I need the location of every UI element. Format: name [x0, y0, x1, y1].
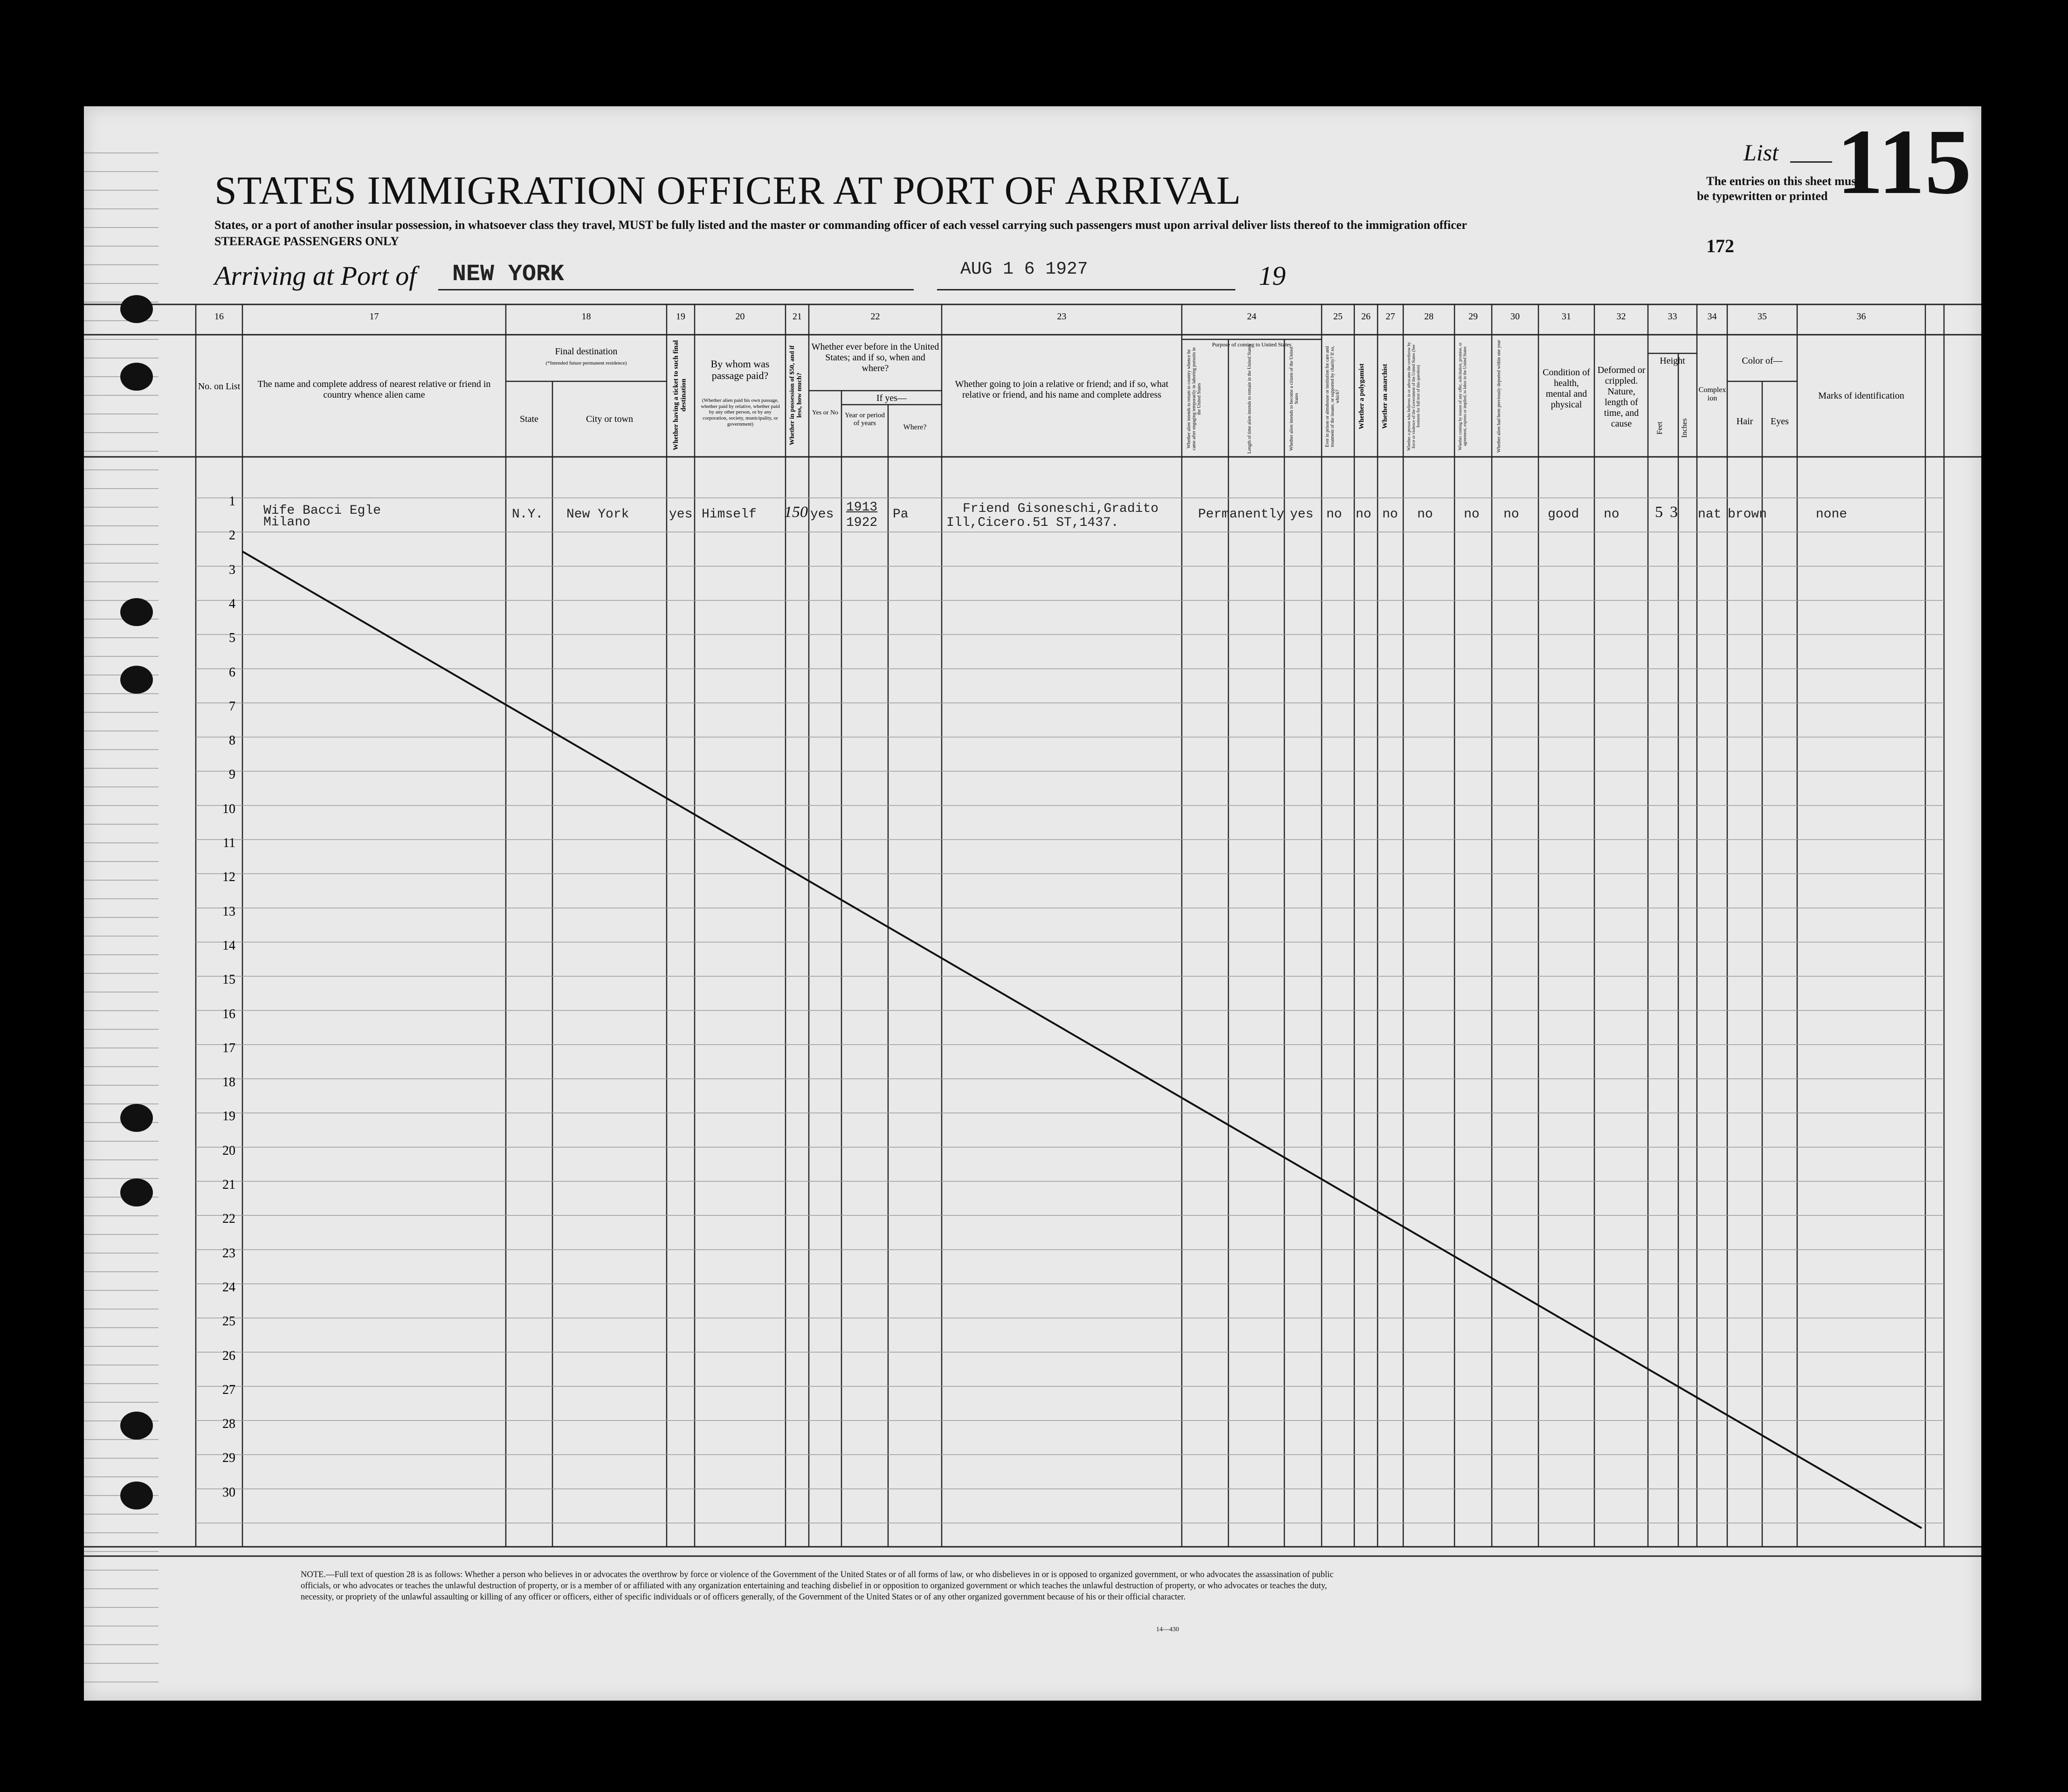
col-num-29: 29 [1468, 311, 1478, 322]
instruction-line-1: States, or a port of another insular possession, in whatsoever class they travel, MUST be fully listed and the master or commanding officer of each vessel carrying such passengers must upon arrival deliver lists thereof to the immigration officer [214, 218, 1467, 232]
header-passage-note: (Whether alien paid his own passage, whether paid by relative, whether paid by any other person, or by any corporation, society, municipality, or government) [701, 398, 780, 427]
punch-hole [120, 1482, 153, 1509]
entry-deported: no [1503, 507, 1519, 522]
form-grid [84, 106, 1981, 1701]
header-length-of-stay: Length of time alien intends to remain in the United States [1247, 344, 1252, 454]
col-num-26: 26 [1361, 311, 1371, 322]
col-num-19: 19 [676, 311, 685, 322]
row-number: 17 [222, 1041, 235, 1055]
header-color-of: Color of— [1742, 356, 1783, 366]
col-num-20: 20 [735, 311, 745, 322]
row-number: 4 [229, 596, 235, 611]
year-prefix: 19 [1259, 261, 1286, 291]
col-num-32: 32 [1616, 311, 1626, 322]
row-number: 18 [222, 1075, 235, 1090]
header-fifty-dollars: Whether in possession of $50, and if less, how much? [789, 345, 803, 446]
entry-labor-offer: no [1464, 507, 1480, 522]
header-if-yes: If yes— [876, 393, 907, 403]
entry-inches: 3 [1670, 503, 1678, 521]
header-state: State [520, 414, 538, 424]
entry-polygamist: no [1356, 507, 1372, 522]
row-number: 21 [222, 1178, 235, 1192]
form-number: 14—430 [1156, 1626, 1179, 1633]
col-num-28: 28 [1424, 311, 1434, 322]
header-deported: Whether alien had been previously deported within one year [1496, 340, 1502, 453]
header-ticket: Whether having a ticket to such final destination [672, 340, 688, 451]
col-num-34: 34 [1707, 311, 1717, 322]
header-nearest-relative: The name and complete address of nearest relative or friend in country whence alien came [257, 379, 491, 400]
row-number: 14 [222, 938, 235, 953]
entry-feet: 5 [1655, 503, 1663, 521]
row-number: 26 [222, 1348, 235, 1363]
row-number: 9 [229, 767, 235, 782]
row-number: 3 [229, 562, 235, 577]
entry-deformed: no [1604, 507, 1620, 522]
row-number: 16 [222, 1006, 235, 1021]
instruction-line-2: STEERAGE PASSENGERS ONLY [214, 234, 399, 248]
row-number: 7 [229, 699, 235, 714]
row-number: 6 [229, 665, 235, 680]
entry-health: good [1548, 507, 1579, 522]
header-citizen-intent: Whether alien intends to become a citizen of the United States [1289, 347, 1299, 451]
entry-marks: none [1816, 507, 1847, 522]
manifest-sheet [84, 106, 1981, 1701]
header-hair: Hair [1736, 416, 1753, 427]
col-num-27: 27 [1386, 311, 1395, 322]
entry-city: New York [566, 507, 629, 522]
entry-length-of-stay: Permanently [1198, 507, 1284, 522]
punch-hole [120, 1179, 153, 1206]
row-number: 27 [222, 1382, 235, 1397]
entry-years-2: 1922 [846, 516, 878, 530]
entry-ticket: yes [669, 507, 693, 522]
row-number: 5 [229, 631, 235, 646]
header-where: Where? [903, 423, 927, 431]
row-number: 25 [222, 1314, 235, 1329]
header-polygamist: Whether a polygamist [1358, 363, 1365, 430]
row-number: 12 [222, 870, 235, 885]
header-feet: Feet [1656, 421, 1664, 434]
entry-joining-2: Ill,Cicero.51 ST,1437. [946, 516, 1119, 530]
port-value: NEW YORK [452, 261, 565, 288]
col-num-31: 31 [1562, 311, 1571, 322]
punch-hole [120, 363, 153, 391]
header-passage-paid: By whom was passage paid? [710, 358, 770, 382]
header-final-destination-note: (*Intended future permanent residence) [545, 360, 627, 366]
entry-relative: Wife Bacci Egle [263, 503, 381, 518]
row-number: 29 [222, 1451, 235, 1466]
header-joining: Whether going to join a relative or friend; and if so, what relative or friend, and his name and complete address [955, 379, 1169, 400]
entry-years-1: 1913 [846, 500, 878, 515]
entry-citizen: yes [1290, 507, 1314, 522]
entry-paid-by: Himself [702, 507, 757, 522]
entry-complexion: nat [1698, 507, 1722, 522]
col-num-25: 25 [1333, 311, 1343, 322]
row-number: 24 [222, 1280, 235, 1295]
col-num-33: 33 [1668, 311, 1677, 322]
header-eyes: Eyes [1771, 416, 1789, 427]
header-purpose: Purpose of coming to United States [1212, 341, 1292, 348]
row-number: 23 [222, 1246, 235, 1261]
footnote: NOTE.—Full text of question 28 is as follows: Whether a person who believes in or advocates the overthrow by force or violence of the Government of the United States or of all forms of law, or who disbelieves in or is opposed to organized government, or who advocates the assassination of public officials, or who advocates or teaches the unlawful destruction of property, or is a member of or affiliated with any organization entertaining and teaching disbelief in or opposition to organized government or which teaches the unlawful destruction of property, or who advocates or teaches the duty, necessity, or propriety of the unlawful assaulting or killing of any officer or officers, either of specific individuals or of officers generally, of the Government of the United States or of any other organized government because of his or their official character. [301, 1570, 1334, 1602]
row-number: 10 [222, 801, 235, 816]
entries-note-2: be typewritten or printed [1697, 189, 1828, 203]
entry-relative-city: Milano [263, 515, 310, 530]
col-num-23: 23 [1057, 311, 1067, 322]
row-number: 11 [223, 836, 235, 850]
header-return-intent: Whether alien intends to return to country whence he came after engaging temporarily in laboring pursuits in the United States [1186, 347, 1202, 450]
row-number: 13 [222, 904, 235, 919]
row-number: 20 [222, 1143, 235, 1158]
entries-note-1: The entries on this sheet must [1706, 174, 1861, 188]
col-num-21: 21 [793, 311, 802, 322]
col-num-22: 22 [870, 311, 880, 322]
col-num-35: 35 [1758, 311, 1767, 322]
header-before-in-us: Whether ever before in the United States; and if so, when and where? [811, 342, 939, 373]
date-stamp: AUG 1 6 1927 [960, 259, 1088, 279]
col-num-36: 36 [1856, 311, 1866, 322]
col-num-30: 30 [1510, 311, 1520, 322]
entry-hair: brown [1728, 507, 1767, 522]
row-number: 28 [222, 1417, 235, 1432]
col-num-17: 17 [369, 311, 379, 322]
row-number: 22 [222, 1212, 235, 1227]
header-prison: Ever in prison or almshouse or institution for care and treatment of the insane, or supported by charity? If so, which? [1325, 346, 1340, 447]
list-number: 115 [1837, 110, 1971, 214]
col-num-24: 24 [1247, 311, 1256, 322]
row-number: 19 [222, 1109, 235, 1124]
header-final-destination: Final destination [555, 346, 618, 357]
punch-hole [120, 598, 153, 626]
sheet-number: 172 [1706, 235, 1734, 256]
punch-hole [120, 1412, 153, 1440]
entry-state: N.Y. [512, 507, 544, 522]
entry-prison: no [1326, 507, 1342, 522]
header-marks: Marks of identification [1818, 391, 1904, 401]
entry-anarchist: no [1382, 507, 1398, 522]
arriving-label: Arriving at Port of [214, 261, 417, 291]
header-city: City or town [586, 414, 634, 424]
entry-joining-1: Friend Gisoneschi,Gradito [963, 502, 1159, 516]
header-overthrow: Whether a person who believes in or advocates the overthrow by force or violence of the Government of the United States (See footnote for full text of this question) [1406, 342, 1420, 451]
entry-before-in-us: yes [810, 507, 834, 522]
row-number: 30 [222, 1485, 235, 1500]
row-number: 15 [222, 972, 235, 987]
row-number: 2 [229, 528, 235, 543]
col-num-18: 18 [581, 311, 591, 322]
row-number: 8 [229, 733, 235, 748]
header-yes-or-no: Yes or No [812, 409, 839, 416]
punch-hole [120, 295, 153, 323]
row-number: 1 [229, 494, 235, 509]
header-labor-offer: Whether coming by reason of any offer, solicitation, promise, or agreement, express or implied, to labor in the United States [1458, 342, 1467, 451]
entry-overthrow: no [1417, 507, 1433, 522]
entry-where: Pa [893, 507, 909, 522]
punch-hole [120, 666, 153, 694]
header-health: Condition of health, mental and physical [1543, 367, 1590, 410]
header-no-on-list: No. on List [198, 381, 241, 392]
entry-money: 150 [784, 503, 808, 521]
list-label: List [1744, 139, 1779, 165]
cancel-diagonal [242, 551, 1922, 1528]
header-years: Year or period of years [845, 412, 885, 427]
header-inches: Inches [1681, 418, 1689, 438]
col-num-16: 16 [214, 311, 224, 322]
header-complexion: Complexion [1698, 386, 1726, 403]
page-title: STATES IMMIGRATION OFFICER AT PORT OF ARRIVAL [214, 168, 1241, 213]
header-anarchist: Whether an anarchist [1381, 364, 1389, 429]
header-deformed: Deformed or crippled. Nature, length of time, and cause [1597, 365, 1646, 429]
punch-hole [120, 1104, 153, 1132]
header-height: Height [1660, 356, 1685, 366]
